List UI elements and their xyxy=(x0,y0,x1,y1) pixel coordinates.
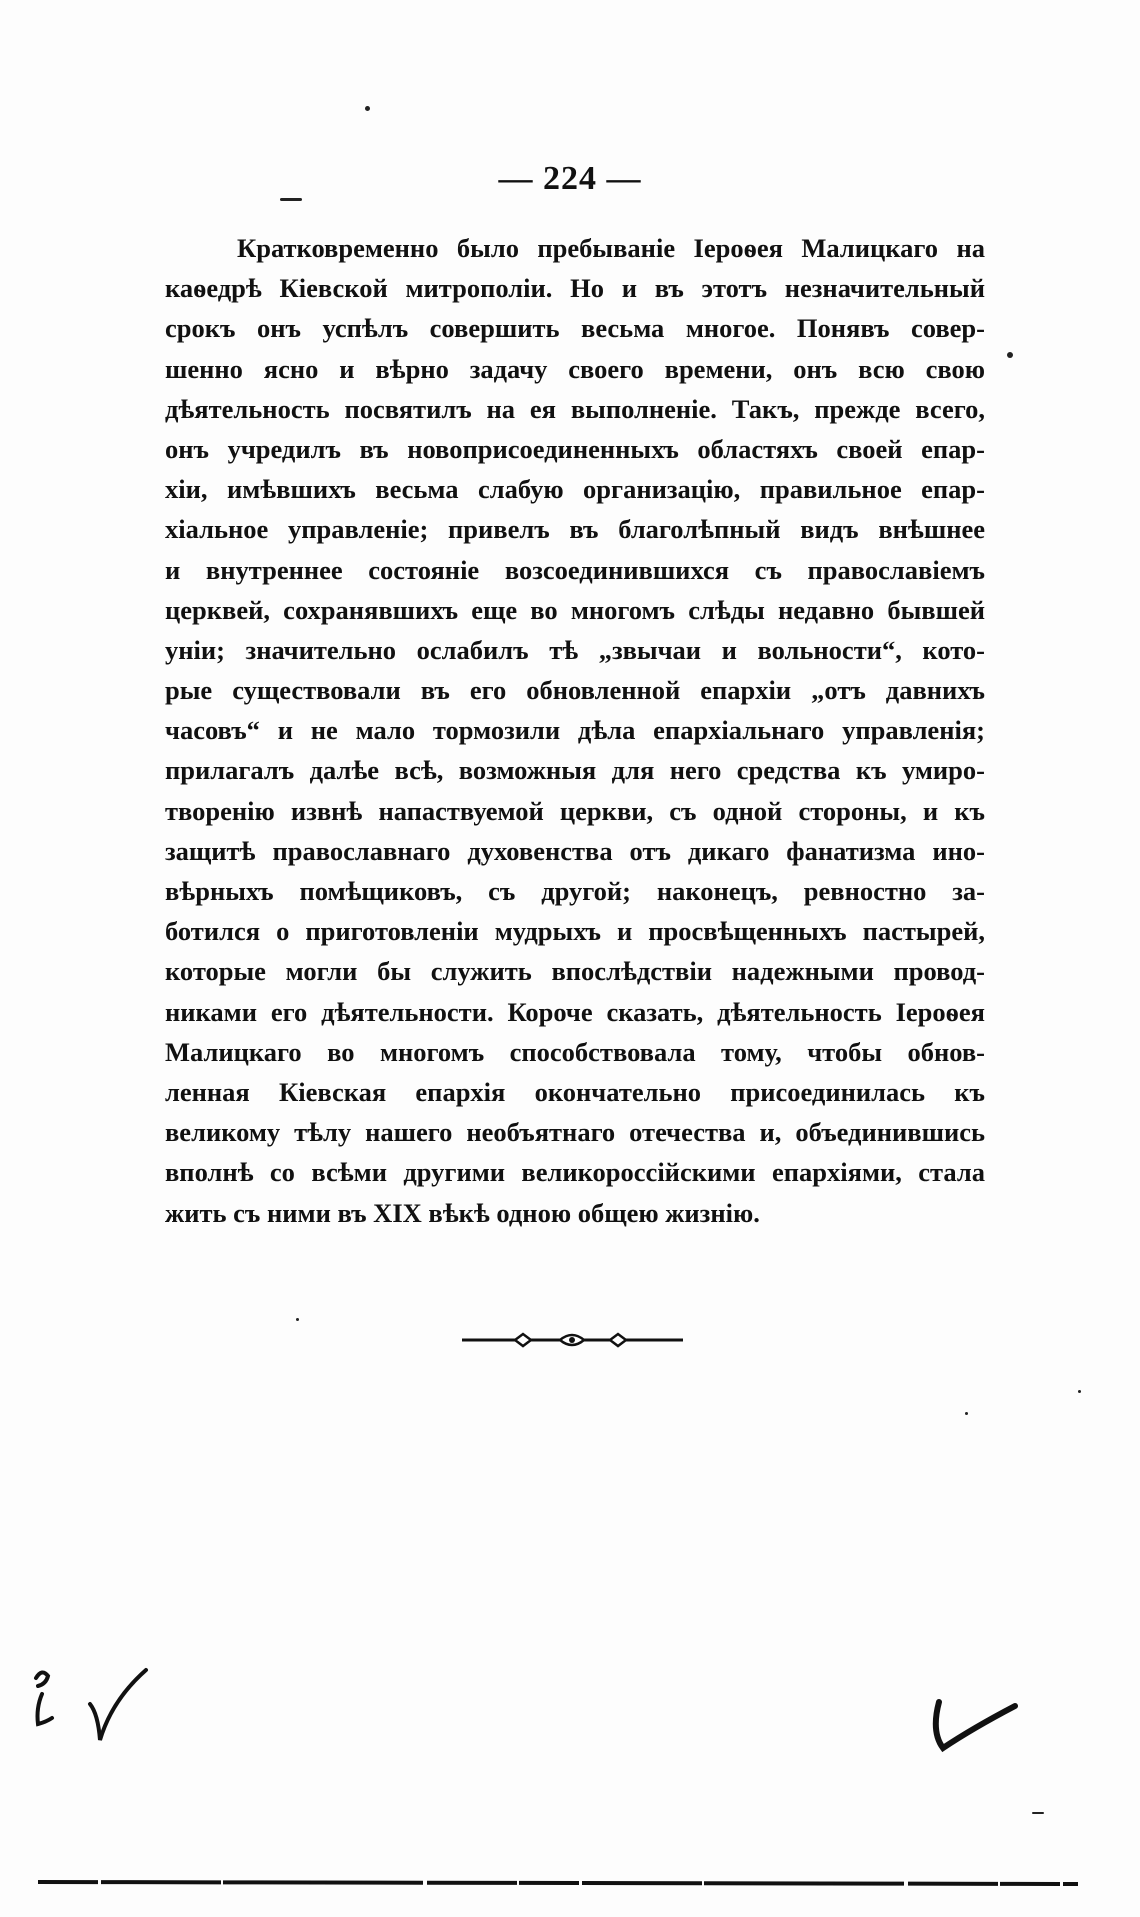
speck xyxy=(1032,1812,1044,1814)
ornament-divider-icon xyxy=(460,1328,685,1352)
text-line: ботился о приготовленіи мудрыхъ и просвѣщенныхъ пастырей, xyxy=(165,916,985,947)
text-line: прилагалъ далѣе всѣ, возможныя для него средства къ умиро- xyxy=(165,755,985,786)
speck xyxy=(1007,352,1013,358)
text-line: защитѣ православнаго духовенства отъ дикаго фанатизма ино- xyxy=(165,835,985,866)
text-line: уніи; значительно ослабилъ тѣ „звычаи и вольности“, кото- xyxy=(165,634,985,665)
text-line: онъ учредилъ въ новоприсоединенныхъ областяхъ своей епар- xyxy=(165,433,985,464)
text-line: церквей, сохранявшихъ еще во многомъ слѣды недавно бывшей xyxy=(165,594,985,625)
text-line: хіи, имѣвшихъ весьма слабую организацію, правильное епар- xyxy=(165,474,985,505)
text-line: часовъ“ и не мало тормозили дѣла епархіальнаго управленія; xyxy=(165,715,985,746)
text-line: каѳедрѣ Кіевской митрополіи. Но и въ этотъ незначительный xyxy=(165,273,985,304)
text-line: хіальное управленіе; привелъ въ благолѣпный видъ внѣшнее xyxy=(165,514,985,545)
page-number: — 224 — xyxy=(498,160,642,197)
text-line: вполнѣ со всѣми другими великороссійскими епархіями, стала xyxy=(165,1157,985,1188)
speck xyxy=(965,1412,968,1415)
handwritten-mark-icon xyxy=(28,1660,158,1750)
speck xyxy=(365,106,370,111)
speck xyxy=(280,198,302,201)
body-text xyxy=(165,228,985,1233)
text-line: Кратковременно было пребываніе Іероѳея Малицкаго на xyxy=(237,233,985,263)
speck xyxy=(296,1318,299,1321)
text-line: рые существовали въ его обновленной епархіи „отъ давнихъ xyxy=(165,675,985,706)
text-line: творенію извнѣ напаствуемой церкви, съ одной стороны, и къ xyxy=(165,795,985,826)
text-line: ленная Кіевская епархія окончательно присоединилась къ xyxy=(165,1076,985,1107)
text-line: великому тѣлу нашего необъятнаго отечества и, объединившись xyxy=(165,1117,985,1148)
checkmark-icon xyxy=(925,1690,1025,1760)
text-line: дѣятельность посвятилъ на ея выполненіе. Такъ, прежде всего, xyxy=(165,393,985,424)
text-line: срокъ онъ успѣлъ совершить весьма многое. Понявъ совер- xyxy=(165,313,985,344)
text-line: шенно ясно и вѣрно задачу своего времени, онъ всю свою xyxy=(165,353,985,384)
speck xyxy=(1078,1390,1081,1393)
text-line: вѣрныхъ помѣщиковъ, съ другой; наконецъ, ревностно за- xyxy=(165,876,985,906)
text-line: которые могли бы служить впослѣдствіи надежными провод- xyxy=(165,956,985,987)
bottom-rule xyxy=(38,1878,1078,1888)
text-line: и внутреннее состояніе возсоединившихся съ православіемъ xyxy=(165,554,985,585)
text-line: никами его дѣятельности. Короче сказать, дѣятельность Іероѳея xyxy=(165,996,985,1027)
text-line: жить съ ними въ XIX вѣкѣ одною общею жизнію. xyxy=(165,1197,760,1228)
text-line: Малицкаго во многомъ способствовала тому, чтобы обнов- xyxy=(165,1036,985,1067)
